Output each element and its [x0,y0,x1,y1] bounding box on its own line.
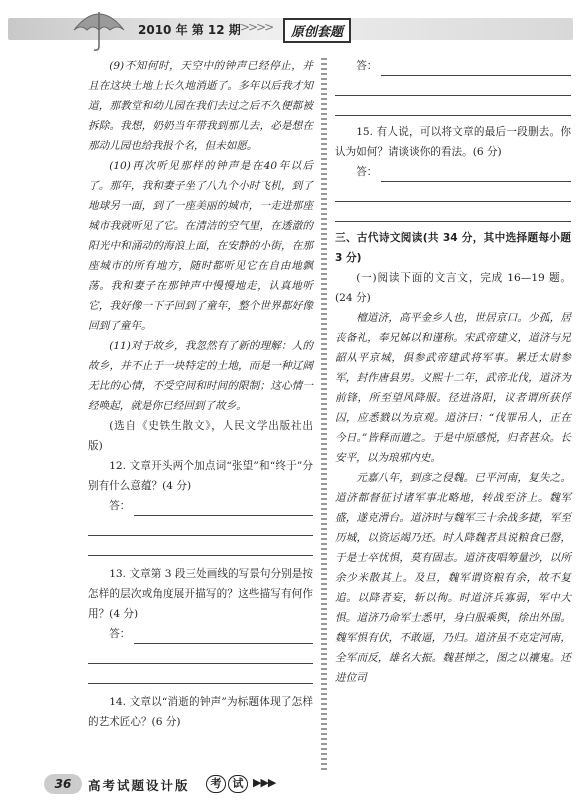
source-note: (选自《史铁生散文》，人民文学出版社出版) [88,420,313,452]
section-3-title: 三、古代诗文阅读(共 34 分，其中选择题每小题 3 分) [335,232,571,264]
answer-line[interactable] [134,624,313,644]
answer-line[interactable] [134,496,313,516]
answer-line[interactable] [88,644,313,664]
umbrella-icon [70,4,128,52]
question-12: 12. 文章开头两个加点词“张望”和“终于”分别有什么意蕴？(4 分) [88,460,313,492]
footer-arrows: ▶▶▶ [253,776,276,789]
answer-line[interactable] [88,536,313,556]
column-divider [321,58,327,770]
right-column [335,56,571,688]
answer-line[interactable] [88,516,313,536]
answer-line[interactable] [335,182,571,202]
question-14: 14. 文章以“消逝的钟声”为标题体现了怎样的艺术匠心？(6 分) [88,696,313,728]
question-15: 15. 有人说，可以将文章的最后一段删去。你认为如何？请谈谈你的看法。(6 分) [335,126,571,158]
page-number: 36 [44,774,82,794]
subsection-title: (一)阅读下面的文言文，完成 16—19 题。(24 分) [335,272,571,304]
answer-row-14 [335,56,571,76]
essay-paragraph-10: (10)再次听见那样的钟声是在40年以后了。那年，我和妻子坐了八九个小时飞机，到了地球另一面，到了一座美丽的城市，一走进那座城市我就听见了它。在清洁的空气里，在透澈的阳光中和涌动的海浪上面，在安静的小街，在那座城市的所有地方，随时都听见它在自由地飘荡。我和妻子在那钟声中慢慢地走，认真地听它，我好像一下子回到了童年，整个世界都好像回到了童年。 [88,160,313,332]
answer-line[interactable] [381,56,571,76]
badge-char: 试 [228,775,248,793]
footer-badge [206,775,250,793]
answer-line[interactable] [335,76,571,96]
classical-paragraph-2: 元嘉八年，到彦之侵魏。已平河南，复失之。道济都督征讨诸军事北略地，转战至济上。魏军盛，遂克滑台。道济时与魏军三十余战多捷，军至历城，以资运竭乃还。时人降魏者具说粮食已罄，于是士卒忧惧，莫有固志。道济夜唱筹量沙，以所余少米散其上。及旦，魏军谓资粮有余，故不复追。以降者妄，斩以徇。时道济兵寡弱，军中大惧。道济乃命军士悉甲，身白服乘舆，徐出外围。魏军惧有伏，不敢逼，乃归。道济虽不克定河南，全军而反，雄名大振。魏甚惮之，图之以禳鬼。还进位司 [335,472,571,684]
header-arrows: >>>> [240,20,273,34]
answer-label: 答： [109,628,131,640]
classical-paragraph-1: 檀道济，高平金乡人也，世居京口。少孤，居丧备礼，奉兄姊以和谨称。宋武帝建义，道济与兄韶从平京城，俱参武帝建武将军事。累迁太尉参军，封作唐县男。义熙十二年，武帝北伐，道济为前锋，所至望风降服。径进洛阳，议者谓所获俘囚，应悉戮以为京观。道济曰：“伐罪吊人，正在今日。”皆释而遣之。于是中原感悦，归者甚众。长安平，以为琅邪内史。 [335,312,571,464]
answer-line[interactable] [381,162,571,182]
left-column [88,56,313,732]
answer-row-12 [88,496,313,516]
answer-label: 答： [356,60,378,72]
badge-char: 考 [206,775,226,793]
page-header [0,0,581,58]
issue-label: 2010 年 第 12 期 [138,23,241,37]
answer-line[interactable] [88,664,313,684]
essay-paragraph-9: (9)不知何时，天空中的钟声已经停止，并且在这块土地上长久地消逝了。多年以后我才知道，那教堂和幼儿园在我们去过之后不久便都被拆除。我想，奶奶当年带我到那儿去，必是想在那动儿园也给我报个名，但未如愿。 [88,60,313,152]
answer-row-15 [335,162,571,182]
answer-label: 答： [109,500,131,512]
answer-label: 答： [356,166,378,178]
question-13: 13. 文章第 3 段三处画线的写景句分别是按怎样的层次或角度展开描写的？这些描写有何作用？(4 分) [88,568,313,620]
essay-paragraph-11: (11)对于故乡，我忽然有了新的理解：人的故乡，并不止于一块特定的土地，而是一种辽阔无比的心情，不受空间和时间的限制；这心情一经唤起，就是你已经回到了故乡。 [88,340,313,412]
answer-row-13 [88,624,313,644]
answer-line[interactable] [335,96,571,116]
footer-title: 高考试题设计版 [88,778,190,793]
section-tag: 原创套题 [283,18,351,43]
answer-line[interactable] [335,202,571,222]
page-footer [0,768,581,800]
